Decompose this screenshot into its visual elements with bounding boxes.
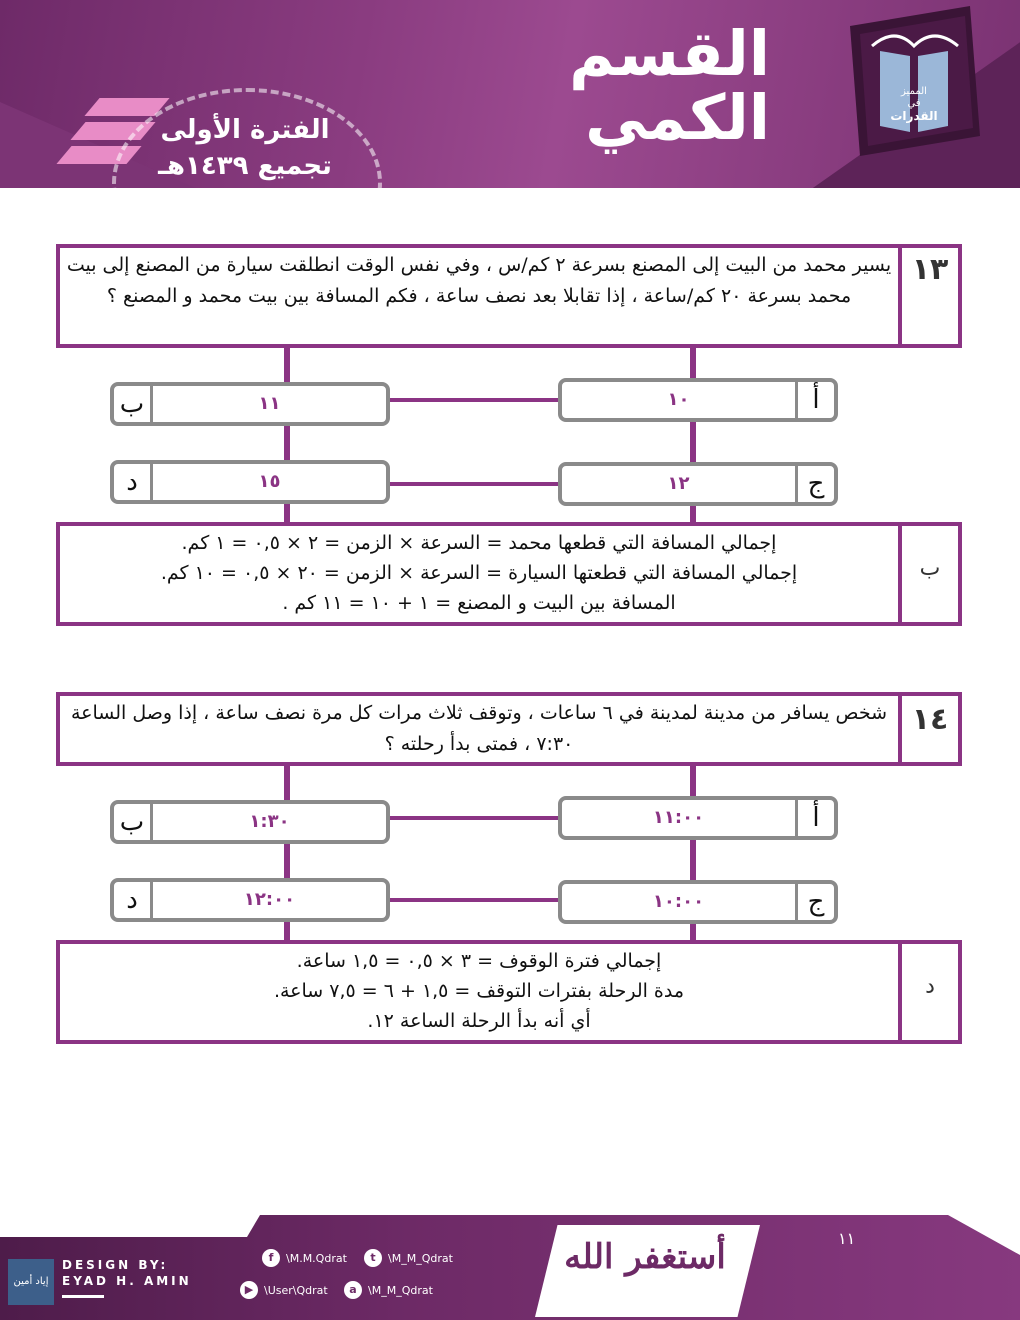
question-number: ١٤	[911, 702, 949, 737]
solution-text: إجمالي فترة الوقوف = ٣ × ٠,٥ = ١,٥ ساعة. مدة الرحلة بفترات التوقف = ١,٥ + ٦ = ٧,٥ ساعة. أي أنه بدأ الرحلة الساعة ١٢.	[273, 950, 685, 1032]
question-number: ١٣	[911, 252, 949, 287]
option-letter: د	[126, 885, 138, 915]
option-value: ١:٣٠	[249, 811, 290, 832]
option-a[interactable]	[558, 378, 838, 422]
footer-banner	[0, 1215, 1020, 1320]
option-d[interactable]	[110, 460, 390, 504]
social-ask[interactable]: a \M_M_Qdrat	[344, 1281, 433, 1299]
option-c[interactable]	[558, 880, 838, 924]
question-text: شخص يسافر من مدينة لمدينة في ٦ ساعات ، وتوقف ثلاث مرات كل مرة نصف ساعة ، إذا وصل الساعة ٧:٣٠ ، فمتى بدأ رحلته ؟	[70, 702, 888, 755]
period-label: الفترة الأولى تجميع ١٤٣٩هـ	[158, 115, 332, 181]
option-b[interactable]	[110, 800, 390, 844]
svg-text:المميز: المميز	[901, 86, 927, 97]
svg-text:القدرات: القدرات	[890, 109, 938, 123]
book-logo	[850, 6, 980, 156]
design-credit: DESIGN BY: EYAD H. AMIN	[62, 1257, 192, 1298]
calligraphy-text: أستغفر الله	[564, 1237, 726, 1277]
header-banner	[0, 0, 1020, 190]
twitter-icon: t	[364, 1249, 382, 1267]
option-letter: ج	[807, 469, 825, 499]
youtube-icon: ▶	[240, 1281, 258, 1299]
option-letter: ج	[807, 887, 825, 917]
designer-signature: إياد أمين	[8, 1259, 54, 1305]
ask-icon: a	[344, 1281, 362, 1299]
option-value: ١٥	[258, 471, 281, 492]
social-twitter[interactable]: t \M_M_Qdrat	[364, 1249, 453, 1267]
option-letter: أ	[812, 385, 820, 415]
solution-text: إجمالي المسافة التي قطعها محمد = السرعة × الزمن = ٢ × ٠,٥ = ١ كم. إجمالي المسافة التي قطعتها السيارة = السرعة × الزمن = ٢٠ × ٠,٥ = ١٠ كم. المسافة بين البيت و المصنع = ١ + ١٠ = ١١ كم .	[160, 532, 798, 614]
option-value: ١١	[258, 393, 281, 414]
page-number: ١١	[838, 1229, 856, 1248]
option-value: ١٢	[667, 473, 690, 494]
option-letter: ب	[119, 389, 145, 419]
option-letter: ب	[119, 807, 145, 837]
option-a[interactable]	[558, 796, 838, 840]
option-letter: أ	[812, 803, 820, 833]
option-value: ١٢:٠٠	[243, 889, 296, 910]
section-title: القسم الكمي	[569, 17, 770, 154]
option-value: ١٠:٠٠	[652, 891, 705, 912]
answer-letter: د	[925, 974, 935, 999]
answer-letter: ب	[919, 556, 941, 581]
option-value: ١٠	[667, 389, 690, 410]
svg-text:في: في	[907, 98, 921, 109]
option-b[interactable]	[110, 382, 390, 426]
option-value: ١١:٠٠	[652, 807, 705, 828]
social-youtube[interactable]: ▶ \User\Qdrat	[240, 1281, 328, 1299]
question-text: يسير محمد من البيت إلى المصنع بسرعة ٢ كم/س ، وفي نفس الوقت انطلقت سيارة من المصنع إلى بيت محمد بسرعة ٢٠ كم/ساعة ، إذا تقابلا بعد نصف ساعة ، فكم المسافة بين بيت محمد و المصنع ؟	[66, 254, 892, 307]
option-letter: د	[126, 467, 138, 497]
social-facebook[interactable]: f \M.M.Qdrat	[262, 1249, 347, 1267]
option-c[interactable]	[558, 462, 838, 506]
facebook-icon: f	[262, 1249, 280, 1267]
option-d[interactable]	[110, 878, 390, 922]
